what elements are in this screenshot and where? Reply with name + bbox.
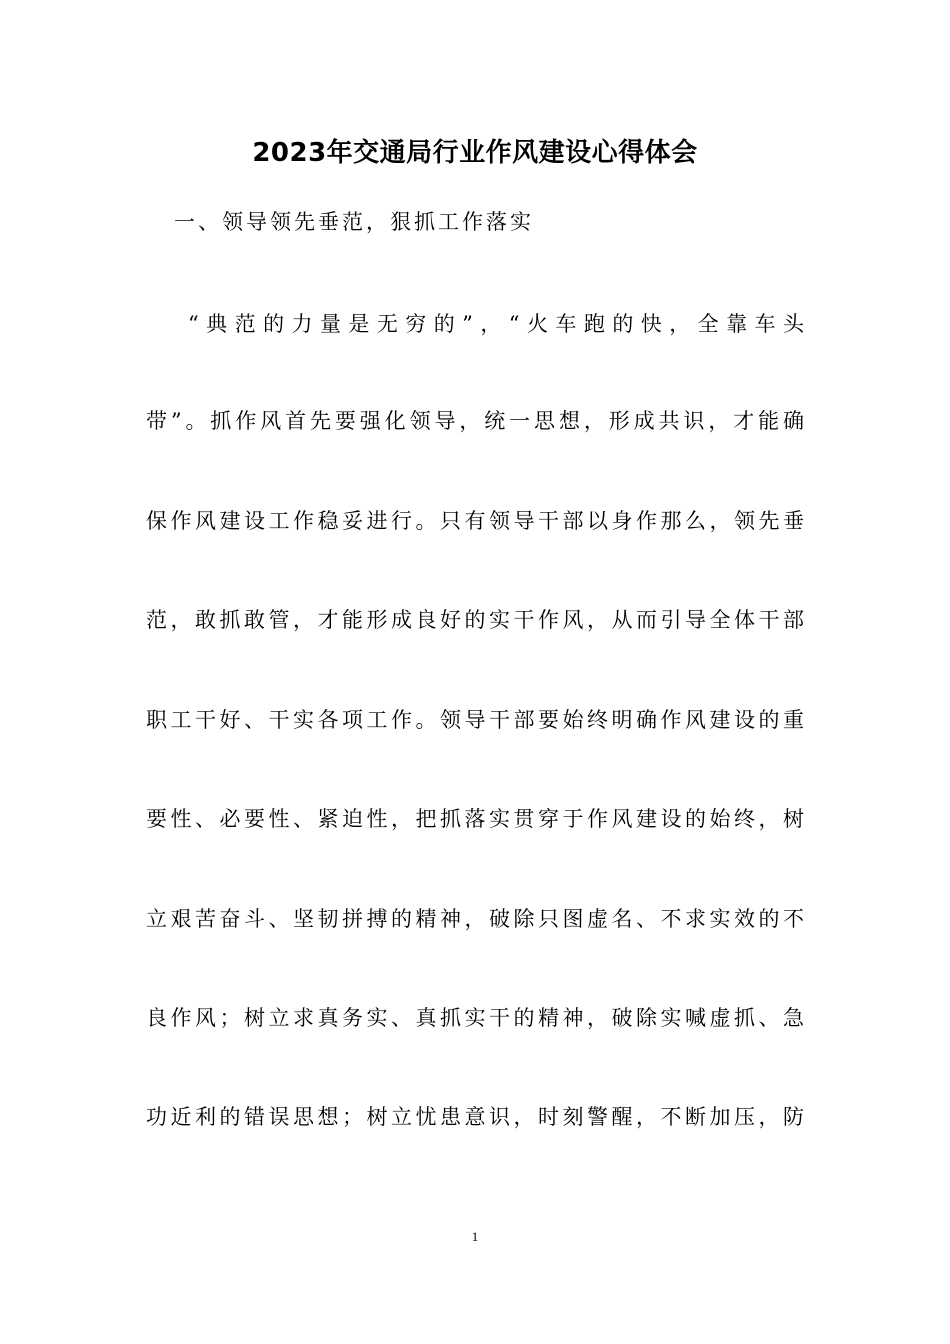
- section-heading: 一、领导领先垂范，狠抓工作落实: [174, 210, 534, 234]
- paragraph-line: 良作风；树立求真务实、真抓实干的精神，破除实喊虚抓、急: [146, 1006, 804, 1030]
- paragraph-line: 立艰苦奋斗、坚韧拼搏的精神，破除只图虚名、不求实效的不: [146, 907, 804, 931]
- paragraph-line: 带”。抓作风首先要强化领导，统一思想，形成共识，才能确: [146, 409, 804, 433]
- paragraph-line: 保作风建设工作稳妥进行。只有领导干部以身作那么，领先垂: [146, 509, 804, 533]
- paragraph-line: 功近利的错误思想；树立忧患意识，时刻警醒，不断加压，防: [146, 1105, 804, 1129]
- page-number: 1: [471, 1229, 479, 1244]
- paragraph-line: 职工干好、干实各项工作。领导干部要始终明确作风建设的重: [146, 708, 804, 732]
- paragraph-line: 范，敢抓敢管，才能形成良好的实干作风，从而引导全体干部: [146, 608, 804, 632]
- paragraph-line: “典范的力量是无穷的”，“火车跑的快，全靠车头: [188, 312, 804, 336]
- page-title: 2023年交通局行业作风建设心得体会: [252, 138, 698, 168]
- paragraph-line: 要性、必要性、紧迫性，把抓落实贯穿于作风建设的始终，树: [146, 807, 804, 831]
